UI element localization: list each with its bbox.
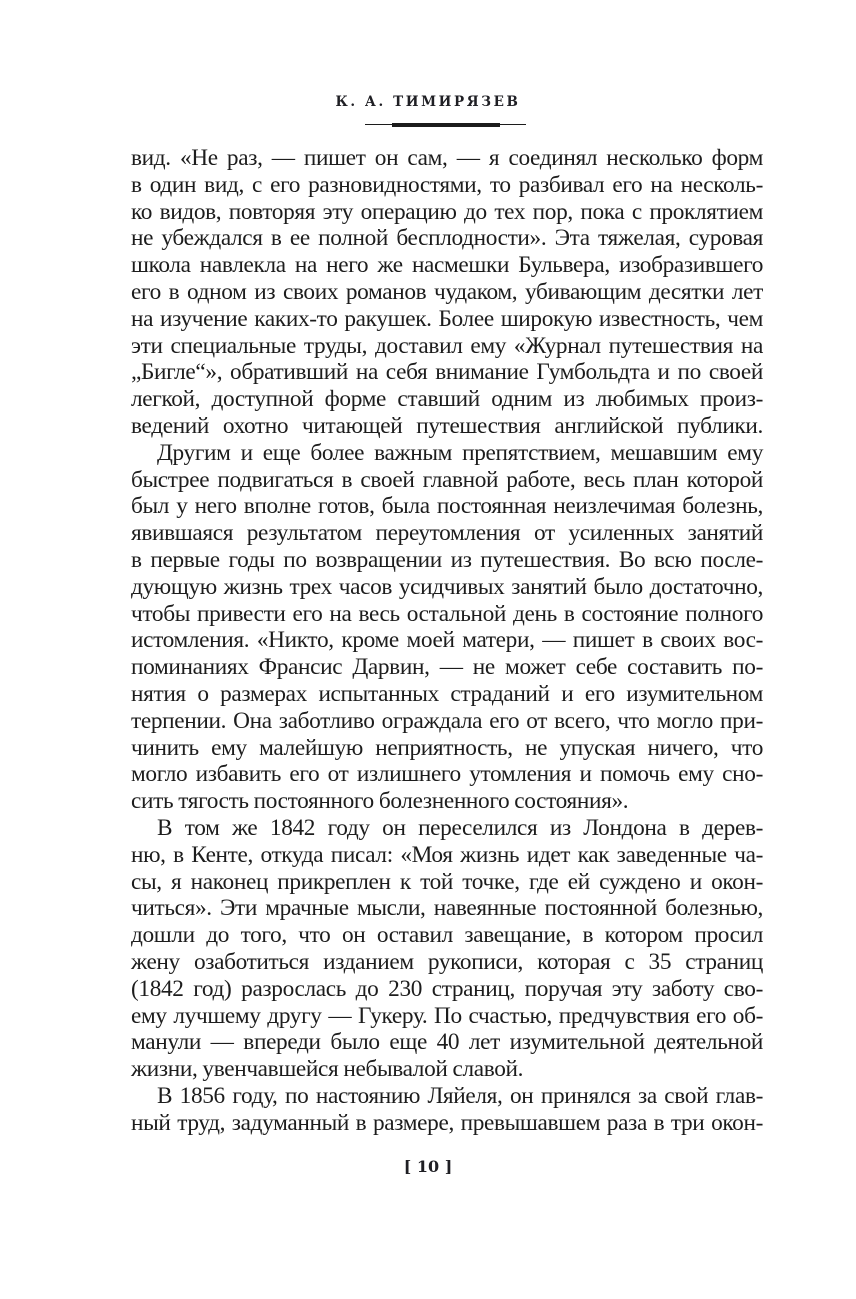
text-line: в один вид, с его разновидностями, то разбивал его на несколь- — [131, 171, 763, 198]
text-line: был у него вполне готов, была постоянная неизлечимая болезнь, — [131, 493, 763, 520]
text-line: сить тягость постоянного болезненного состояния». — [131, 788, 629, 815]
text-line: на изучение каких-то ракушек. Более широкую известность, чем — [131, 305, 763, 332]
text-line: ко видов, повторяя эту операцию до тех пор, пока с проклятием — [131, 198, 763, 225]
text-line: не убеждался в ее полной бесплодности». Эта тяжелая, суровая — [131, 225, 763, 252]
text-line: жизни, увенчавшейся небывалой славой. — [131, 1056, 524, 1083]
paragraph — [131, 440, 763, 815]
text-line: ню, в Кенте, откуда писал: «Моя жизнь идет как заведенные ча- — [131, 841, 763, 868]
text-line: эти специальные труды, доставил ему «Журнал путешествия на — [131, 332, 763, 359]
text-line: Другим и еще более важным препятствием, мешавшим ему — [157, 439, 763, 466]
text-line: в первые годы по возвращении из путешествия. Во всю после- — [131, 546, 763, 573]
text-line: читься». Эти мрачные мысли, навеянные постоянной болезнью, — [131, 895, 763, 922]
text-line: быстрее подвигаться в своей главной работе, весь план которой — [131, 466, 763, 493]
text-line: дующую жизнь трех часов усидчивых занятий было достаточно, — [131, 573, 763, 600]
running-head-author: К. А. ТИМИРЯЗЕВ — [335, 94, 521, 110]
text-line: В 1856 году, по настоянию Ляйеля, он принялся за свой глав- — [157, 1082, 763, 1109]
header-rule-thick — [392, 123, 500, 127]
text-line: „Бигле“», обративший на себя внимание Гумбольдта и по своей — [131, 359, 763, 386]
text-line: (1842 год) разрослась до 230 страниц, поручая эту заботу сво- — [131, 975, 763, 1002]
text-line: дошли до того, что он оставил завещание, в котором просил — [131, 922, 763, 949]
text-line: жену озаботиться изданием рукописи, которая с 35 страниц — [131, 948, 763, 975]
page-number: [ 10 ] — [403, 1157, 453, 1176]
text-line: В том же 1842 году он переселился из Лондона в дерев- — [157, 814, 763, 841]
text-line: нятия о размерах испытанных страданий и его изумительном — [131, 680, 763, 707]
body-text — [131, 145, 763, 1136]
text-line: сы, я наконец прикреплен к той точке, где ей суждено и окон- — [131, 868, 763, 895]
text-line: чтобы привести его на весь остальной день в состояние полного — [131, 600, 763, 627]
paragraph — [131, 1083, 763, 1137]
text-line: его в одном из своих романов чудаком, убивающим десятки лет — [131, 278, 763, 305]
text-line: манули — впереди было еще 40 лет изумительной деятельной — [131, 1029, 763, 1056]
text-line: могло избавить его от излишнего утомления и помочь ему сно- — [131, 761, 763, 788]
paragraph — [131, 145, 763, 440]
text-line: школа навлекла на него же насмешки Бульвера, изобразившего — [131, 252, 763, 279]
text-line: легкой, доступной форме ставший одним из любимых произ- — [131, 386, 763, 413]
text-line: поминаниях Франсис Дарвин, — не может себе составить по- — [131, 654, 763, 681]
text-line: ему лучшему другу — Гукеру. По счастью, предчувствия его об- — [131, 1002, 763, 1029]
paragraph — [131, 815, 763, 1083]
text-line: ный труд, задуманный в размере, превышавшем раза в три окон- — [131, 1109, 763, 1136]
text-line: чинить ему малейшую неприятность, не упуская ничего, что — [131, 734, 763, 761]
text-line: ведений охотно читающей путешествия английской публики. — [131, 412, 763, 439]
text-line: явившаяся результатом переутомления от усиленных занятий — [131, 520, 763, 547]
text-line: вид. «Не раз, — пишет он сам, — я соединял несколько форм — [131, 145, 763, 171]
text-line: истомления. «Никто, кроме моей матери, — пишет в своих вос- — [131, 627, 763, 654]
text-line: терпении. Она заботливо ограждала его от всего, что могло при- — [131, 707, 763, 734]
